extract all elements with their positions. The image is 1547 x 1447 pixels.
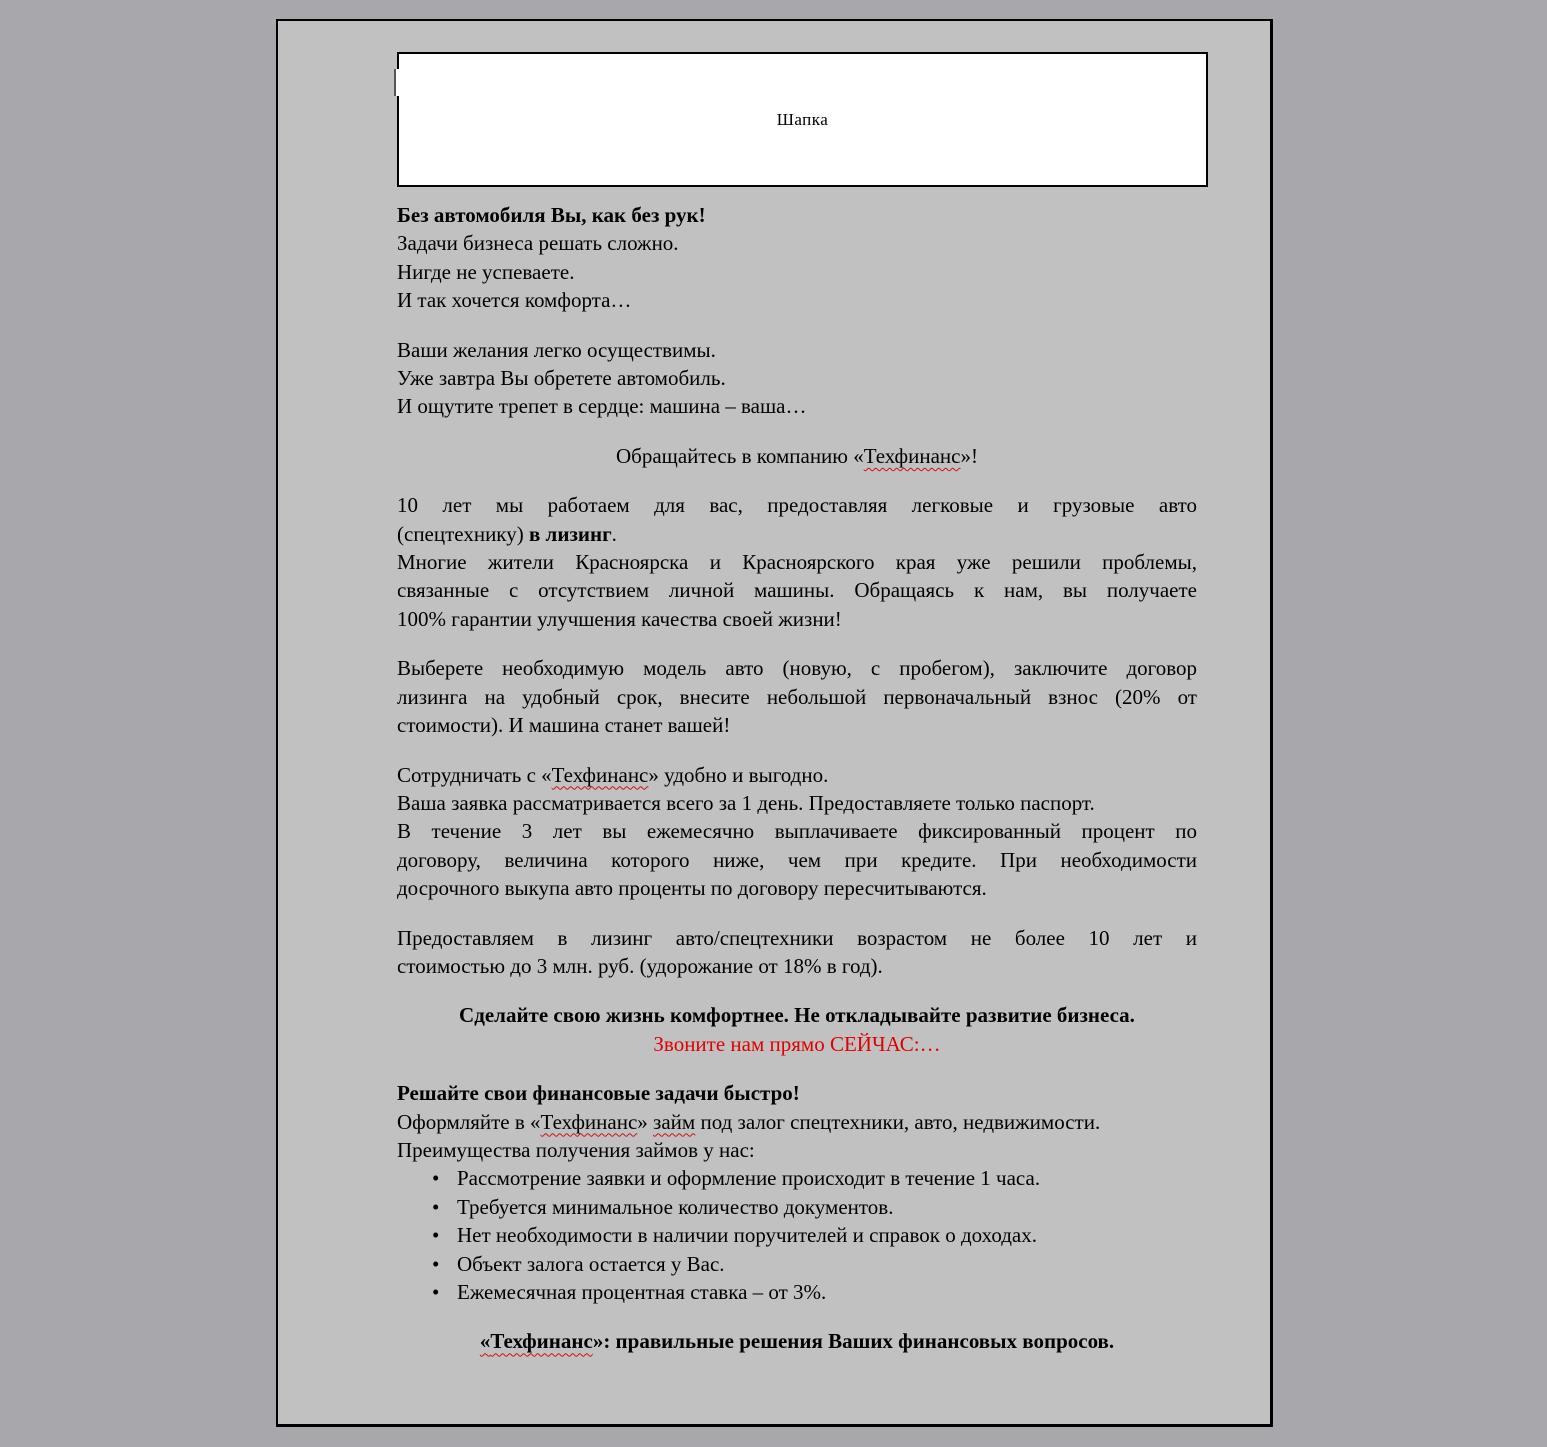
body-line: В течение 3 лет вы ежемесячно выплачиваете фиксированный процент по (397, 819, 1197, 844)
list-item (397, 1278, 1197, 1306)
paragraph-spacer (397, 903, 1197, 924)
body-line: 100% гарантии улучшения качества своей жизни! (397, 606, 842, 631)
company-call-heading: Обращайтесь в компанию «Техфинанс»! (616, 443, 978, 468)
body-line: Оформляйте в «Техфинанс» займ под залог спецтехники, авто, недвижимости. (397, 1109, 1101, 1134)
paragraph-spacer (397, 315, 1197, 336)
bold-run: в лизинг (528, 521, 612, 546)
bullet-icon: • (432, 1194, 440, 1219)
body-line: связанные с отсутствием личной машины. Обращаясь к нам, вы получаете (397, 578, 1197, 603)
spellcheck-word: займ (653, 1109, 696, 1134)
slogan-line-3: Нигде не успеваете. (397, 259, 575, 284)
paragraph-spacer (397, 980, 1197, 1001)
spellcheck-word: Техфинанс (540, 1109, 638, 1134)
body-line: стоимостью до 3 млн. руб. (удорожание от 18% в год). (397, 953, 883, 978)
bullet-icon: • (432, 1166, 440, 1191)
paragraph-spacer (397, 470, 1197, 491)
body-line: досрочного выкупа авто проценты по договору пересчитываются. (397, 876, 987, 901)
promise-line-2: Уже завтра Вы обретете автомобиль. (397, 366, 726, 391)
slogan-line-2: Задачи бизнеса решать сложно. (397, 231, 679, 256)
paragraph-spacer (397, 633, 1197, 654)
bullet-icon: • (432, 1223, 440, 1248)
benefits-intro-line: Преимущества получения займов у нас: (397, 1137, 755, 1162)
list-item-text: Нет необходимости в наличии поручителей и справок о доходах. (457, 1223, 1037, 1248)
list-item-text: Рассмотрение заявки и оформление происходит в течение 1 часа. (457, 1166, 1041, 1191)
body-line: Предоставляем в лизинг авто/спецтехники возрастом не более 10 лет и (397, 925, 1197, 950)
spellcheck-word: «Техфинанс (479, 1329, 593, 1354)
loans-heading: Решайте свои финансовые задачи быстро! (397, 1081, 800, 1106)
paragraph-spacer (397, 1058, 1197, 1079)
text-cursor (394, 69, 396, 96)
body-line: 10 лет мы работаем для вас, предоставляя легковые и грузовые авто (397, 493, 1197, 518)
cta-phone-line: Звоните нам прямо СЕЙЧАС:… (653, 1031, 941, 1056)
paragraph-spacer (397, 1306, 1197, 1327)
bullet-icon: • (432, 1280, 440, 1304)
list-item-text: Ежемесячная процентная ставка – от 3%. (457, 1280, 827, 1304)
body-line: (спецтехнику) в лизинг. (397, 521, 617, 546)
promise-line-1: Ваши желания легко осуществимы. (397, 337, 716, 362)
spellcheck-word: Техфинанс (863, 443, 961, 468)
closing-tagline: «Техфинанс»: правильные решения Ваших финансовых вопросов. (479, 1329, 1115, 1354)
list-item-text: Требуется минимальное количество документов. (457, 1194, 894, 1219)
list-item (397, 1193, 1197, 1221)
body-line: договору, величина которого ниже, чем при кредите. При необходимости (397, 847, 1197, 872)
document-body[interactable] (397, 201, 1197, 1356)
header-label: Шапка (776, 109, 829, 129)
header-placeholder-box[interactable] (397, 52, 1208, 187)
body-line: Многие жители Красноярска и Красноярского края уже решили проблемы, (397, 550, 1197, 575)
slogan-line-1: Без автомобиля Вы, как без рук! (397, 203, 706, 227)
body-line: Сотрудничать с «Техфинанс» удобно и выгодно. (397, 762, 829, 787)
body-line: Выберете необходимую модель авто (новую, с пробегом), заключите договор (397, 656, 1197, 681)
list-item-text: Объект залога остается у Вас. (457, 1251, 725, 1276)
promise-line-3: И ощутите трепет в сердце: машина – ваша… (397, 394, 807, 419)
document-page[interactable] (276, 19, 1273, 1427)
cursor-gap (396, 69, 400, 96)
paragraph-spacer (397, 740, 1197, 761)
bullet-icon: • (432, 1251, 440, 1276)
cta-bold-line: Сделайте свою жизнь комфортнее. Не откладывайте развитие бизнеса. (459, 1003, 1135, 1028)
list-item (397, 1221, 1197, 1249)
list-item (397, 1164, 1197, 1192)
list-item (397, 1250, 1197, 1278)
spellcheck-word: Техфинанс (551, 762, 649, 787)
paragraph-spacer (397, 421, 1197, 442)
body-line: стоимости). И машина станет вашей! (397, 713, 731, 738)
body-line: лизинга на удобный срок, внесите небольшой первоначальный взнос (20% от (397, 684, 1197, 709)
slogan-line-4: И так хочется комфорта… (397, 288, 632, 313)
body-line: Ваша заявка рассматривается всего за 1 день. Предоставляете только паспорт. (397, 790, 1095, 815)
